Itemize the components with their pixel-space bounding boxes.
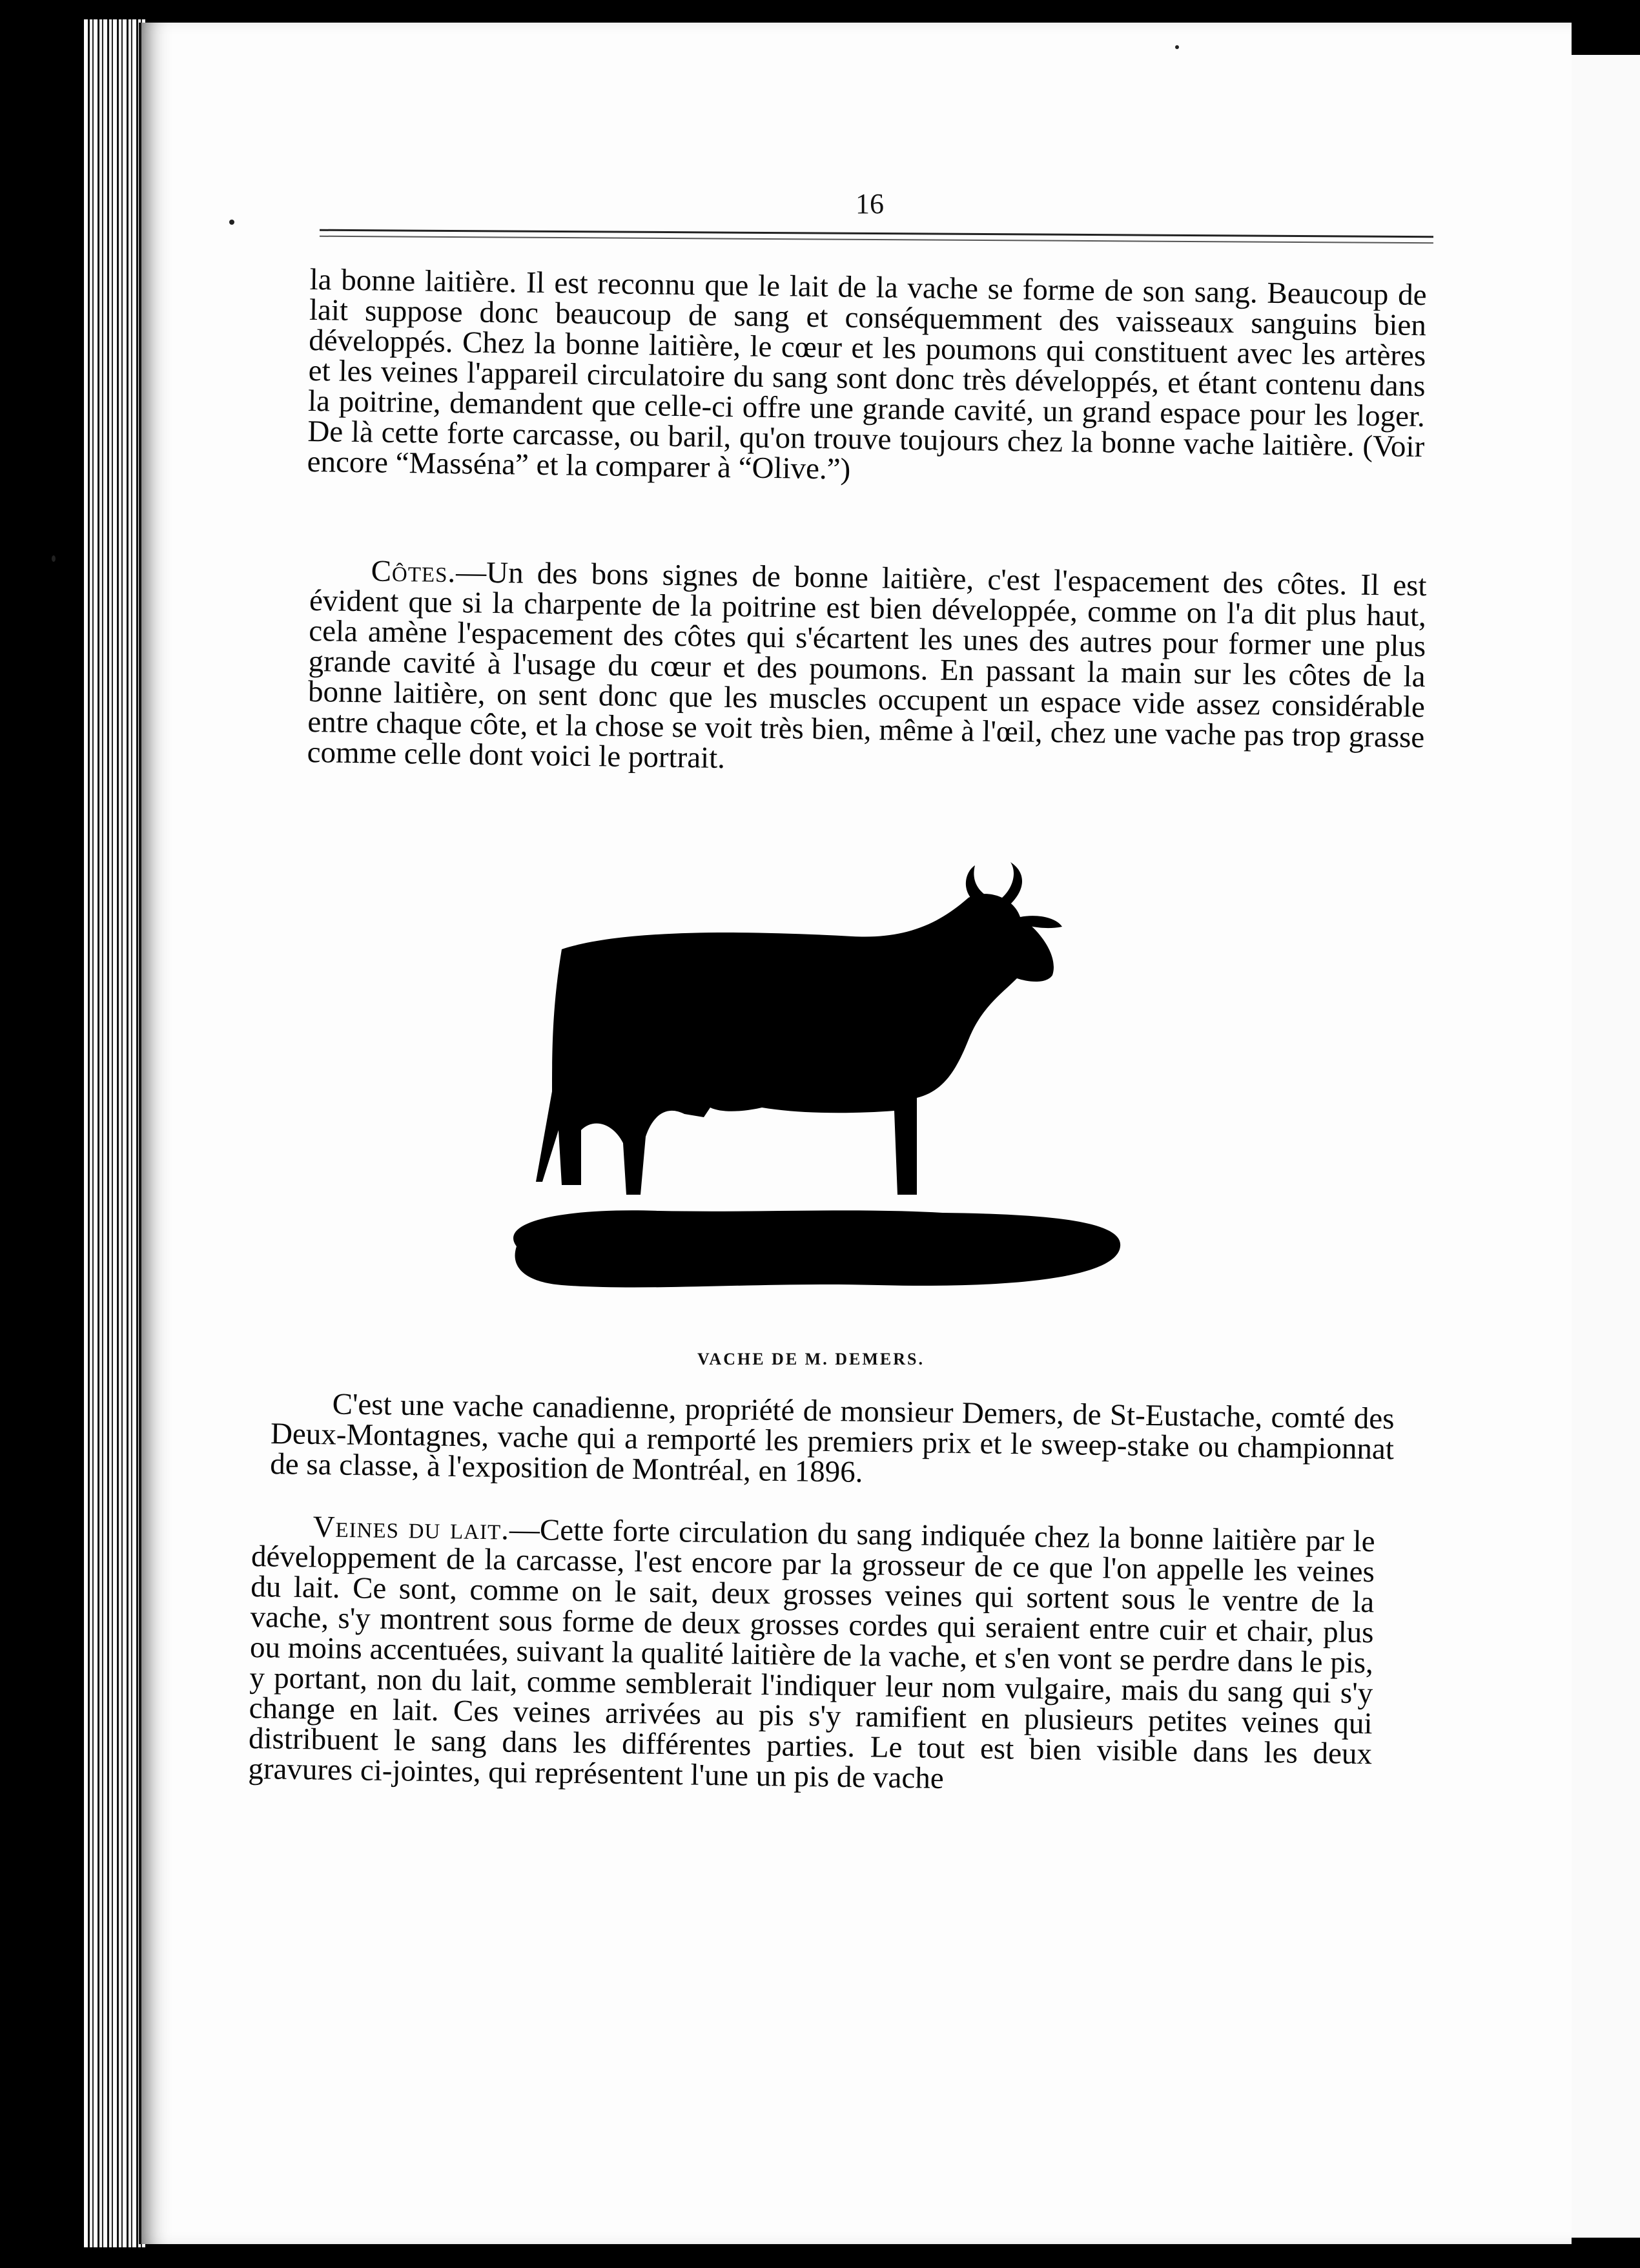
page-number: 16 bbox=[856, 188, 884, 220]
paragraph-continuation bbox=[307, 265, 1426, 493]
paragraph-figure-description bbox=[270, 1388, 1395, 1495]
cow-silhouette-illustration bbox=[491, 859, 1136, 1324]
cow-horn bbox=[1001, 862, 1022, 904]
book-page-edges bbox=[84, 19, 145, 2247]
figure-caption: VACHE DE M. DEMERS. bbox=[697, 1350, 925, 1368]
paragraph-veines bbox=[248, 1511, 1375, 1800]
cow-body bbox=[536, 894, 1054, 1195]
scan-speck bbox=[52, 555, 56, 562]
paragraph-cotes bbox=[307, 555, 1426, 783]
paragraph-text: —Cette forte circulation du sang indiquée chez la bonne laitière par le développement de la carcasse, l'est encore par la grosseur de ce que l'on appelle les veines du lait. Ce sont, comme on le sait, deux grosses veines qui sortent sous le ventre de la vache, s'y montrent sous forme de deux grosses cordes qui seraient entre cuir et chair, plus ou moins accentuées, suivant la qualité laitière de la vache, et s'en vont se perdre dans le pis, y portant, non du lait, comme semblerait l'indiquer leur nom vulgaire, mais du sang qui s'y change en lait. Ces veines arrivées au pis s'y ramifient en plusieurs petites veines qui distribuent le sang dans les différentes parties. Le tout est bien visible dans les deux gravures ci-jointes, qui représentent l'une un pis de vache bbox=[248, 1512, 1375, 1796]
scan-speck bbox=[229, 220, 234, 225]
paragraph-heading: Côtes. bbox=[371, 554, 456, 590]
paragraph-text: C'est une vache canadienne, propriété de monsieur Demers, de St-Eustache, comté des Deux-Montagnes, vache qui a remporté les premiers prix et le sweep-stake ou championnat de sa classe, à l'exposition de Montréal, en 1896. bbox=[270, 1387, 1395, 1489]
cow-horn bbox=[966, 865, 985, 899]
paragraph-heading: Veines du lait. bbox=[313, 1510, 510, 1547]
paragraph-text: —Un des bons signes de bonne laitière, c'est l'espacement des côtes. Il est évident que si la charpente de la poitrine est bien développée, comme on l'a dit plus haut, cela amène l'espacement des côtes qui s'écartent les unes des autres pour former une plus grande cavité à l'usage du cœur et des poumons. En passant la main sur les côtes de la bonne laitière, on sent donc que les muscles occupent un espace vide assez considérable entre chaque côte, et la chose se voit très bien, même à l'œil, chez une vache pas trop grasse comme celle dont voici le portrait. bbox=[307, 555, 1427, 776]
ground-shadow bbox=[513, 1210, 1120, 1287]
paragraph-text: la bonne laitière. Il est reconnu que le lait de la vache se forme de son sang. Beaucoup de lait suppose donc beaucoup de sang et conséquemment des vaisseaux sanguins bien développés. Chez la bonne laitière, le cœur et les poumons qui constituent avec les artères et les veines l'appareil circulatoire du sang sont donc très développés, et étant contenu dans la poitrine, demandent que celle-ci offre une grande cavité, un grand espace pour les loger. De là cette forte carcasse, ou baril, qu'on trouve toujours chez la bonne vache laitière. (Voir encore “Masséna” et la comparer à “Olive.”) bbox=[307, 263, 1427, 486]
scan-speck bbox=[1175, 45, 1179, 49]
